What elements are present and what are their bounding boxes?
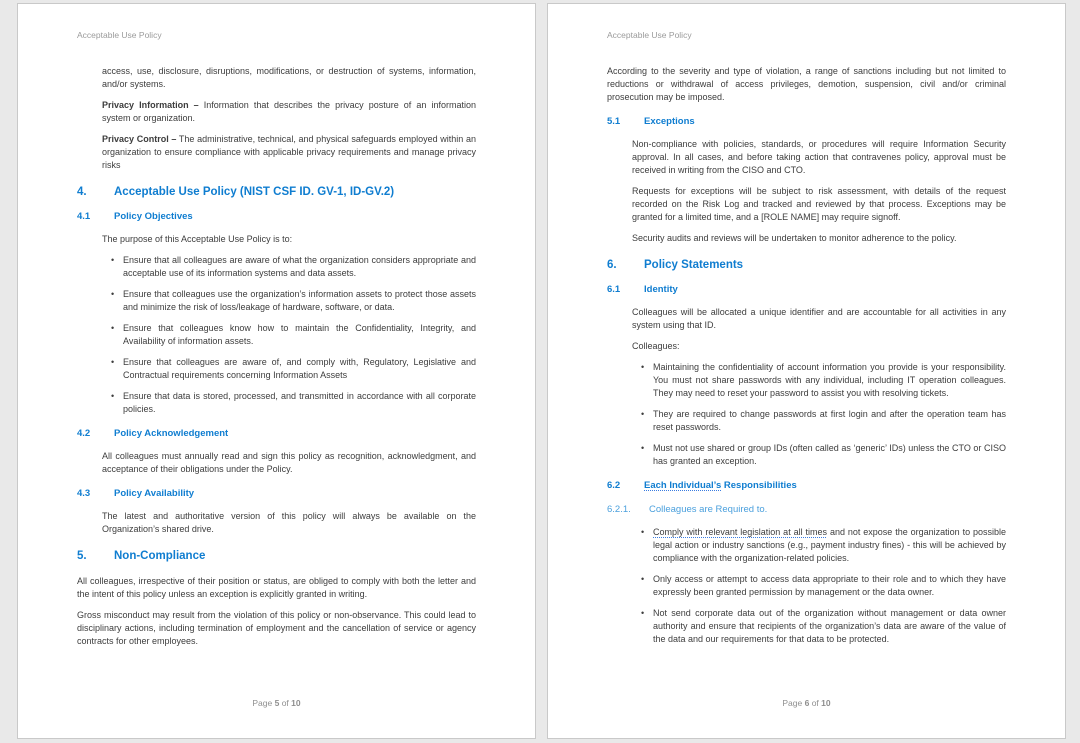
paragraph-intro-continuation: access, use, disclosure, disruptions, modifications, or destruction of systems, information, and/or systems.	[102, 66, 476, 89]
heading-text: Policy Acknowledgement	[114, 428, 229, 439]
paragraph-identity-2: Colleagues:	[632, 341, 680, 351]
bullet-text	[653, 526, 1006, 565]
bullet-item	[102, 322, 476, 348]
bullet-text	[653, 607, 1006, 646]
paragraph-exceptions-1: Non-compliance with policies, standards, or procedures will require Information Security approval. In all cases, and before taking action that contravenes policy, approval must be received in writing from the CISO and CTO.	[632, 139, 1006, 175]
subsection-heading-4-1	[77, 211, 476, 223]
bullet-item	[632, 408, 1006, 434]
definition-text: The administrative, technical, and physical safeguards employed within an organization to ensure compliance with applicable privacy requirements and manage privacy risks	[102, 134, 476, 170]
footer-label: Page	[252, 698, 273, 708]
document-page-5[interactable]	[17, 3, 536, 739]
bullet-text: Ensure that colleagues use the organization’s information assets to protect those assets and minimize the risk of loss/leakage of hardware, software, or data.	[123, 289, 476, 312]
footer-of: of	[281, 698, 289, 708]
footer-label: Page	[782, 698, 803, 708]
bullet-text	[653, 573, 1006, 599]
footer-page-total: 10	[291, 698, 301, 708]
heading-text: Non-Compliance	[114, 550, 206, 562]
subsection-heading-4-3	[77, 488, 476, 500]
bullet-text: Maintaining the confidentiality of account information you provide is your responsibility. You must not share passwords with any individual, including IT operation colleagues. They may need to reset your password to assist you with resolving tickets.	[653, 362, 1006, 398]
proofing-marked-text: Comply with relevant legislation at all times	[653, 527, 828, 537]
page-header: Acceptable Use Policy	[607, 30, 692, 40]
page-footer	[18, 698, 535, 708]
definition-term: Privacy Information –	[102, 100, 199, 110]
bullet-item	[632, 607, 1006, 646]
heading-number: 6.2	[607, 480, 621, 491]
bullet-marker-icon: •	[641, 409, 645, 419]
footer-page-number: 6	[804, 698, 810, 708]
bullet-marker-icon: •	[641, 443, 645, 453]
bullet-marker-icon: •	[111, 255, 115, 265]
definition-term: Privacy Control –	[102, 134, 177, 144]
document-page-6[interactable]	[547, 3, 1066, 739]
heading-text: Colleagues are Required to.	[649, 504, 768, 515]
proofing-marked-text: Each Individual’s	[644, 480, 722, 491]
bullet-text: Ensure that colleagues know how to maintain the Confidentiality, Integrity, and Availability of information assets.	[123, 323, 476, 346]
heading-number: 6.2.1.	[607, 504, 631, 515]
paragraph-availability: The latest and authoritative version of this policy will always be available on the Organization’s shared drive.	[102, 511, 476, 534]
bullet-text: Ensure that all colleagues are aware of what the organization considers appropriate and acceptable use of its information systems and data assets.	[123, 255, 476, 278]
bullet-text-rest: and not expose the organization to possible legal action or industry sanctions (e.g., payment industry fines) - this will be achieved by compliance with the organization-related policies.	[653, 527, 1007, 563]
bullet-item	[102, 254, 476, 280]
paragraph-noncompliance-2: Gross misconduct may result from the violation of this policy or non-observance. This could lead to disciplinary actions, including termination of employment and the cancellation of service or agency contracts for other employees.	[77, 610, 476, 646]
bullet-marker-icon: •	[641, 527, 645, 537]
heading-number: 4.1	[77, 211, 91, 222]
paragraph-exceptions-2: Requests for exceptions will be subject to risk assessment, with details of the request recorded on the Risk Log and tracked and reviewed by that process. Exceptions may be granted for a limited time, and a [ROLE NAME] may require signoff.	[632, 186, 1006, 222]
subsection-heading-6-2-1	[607, 504, 1006, 516]
heading-text	[644, 480, 797, 492]
subsection-heading-4-2	[77, 428, 476, 440]
heading-number: 4.2	[77, 428, 91, 439]
bullet-item	[632, 573, 1006, 599]
heading-number: 4.3	[77, 488, 91, 499]
section-heading-6	[607, 259, 1006, 272]
bullet-text-rest: Not send corporate data out of the organization without management or data owner authority and ensure that recipients of the organization’s data are aware of the value of the data and our requirements for that data to be protected.	[653, 608, 1006, 644]
bullet-marker-icon: •	[641, 608, 645, 618]
bullet-item	[102, 356, 476, 382]
heading-number: 4.	[77, 186, 87, 198]
bullet-text-rest: Only access or attempt to access data appropriate to their role and to which they have expressly been granted permission by management or the data owner.	[653, 574, 1006, 597]
heading-text: Exceptions	[644, 116, 695, 127]
heading-number: 5.1	[607, 116, 621, 127]
subsection-heading-6-1	[607, 284, 1006, 296]
heading-number: 6.1	[607, 284, 621, 295]
heading-text: Policy Statements	[644, 259, 744, 271]
definition-text: Information that describes the privacy posture of an information system or organization.	[102, 100, 476, 123]
heading-number: 6.	[607, 259, 617, 271]
bullet-item	[102, 390, 476, 416]
paragraph-purpose: The purpose of this Acceptable Use Policy is to:	[102, 234, 293, 244]
bullet-marker-icon: •	[111, 289, 115, 299]
page-footer	[548, 698, 1065, 708]
bullet-item	[102, 288, 476, 314]
section-heading-5	[77, 550, 476, 563]
bullet-marker-icon: •	[111, 357, 115, 367]
paragraph-sanctions: According to the severity and type of violation, a range of sanctions including but not limited to reductions or withdrawal of access privileges, demotion, suspension, civil and/or criminal prosecution may be imposed.	[607, 66, 1006, 102]
bullet-marker-icon: •	[641, 362, 645, 372]
heading-text: Acceptable Use Policy (NIST CSF ID. GV-1, ID-GV.2)	[114, 186, 395, 198]
bullet-text: Must not use shared or group IDs (often called as ‘generic’ IDs) unless the CTO or CISO has granted an exception.	[653, 443, 1006, 466]
footer-of: of	[811, 698, 819, 708]
definition-privacy-information	[102, 99, 476, 125]
bullet-text: They are required to change passwords at first login and after the operation team has reset passwords.	[653, 409, 1006, 432]
paragraph-acknowledgement: All colleagues must annually read and sign this policy as recognition, acknowledgment, and acceptance of their obligations under the Policy.	[102, 451, 476, 474]
bullet-marker-icon: •	[111, 323, 115, 333]
subsection-heading-6-2	[607, 480, 1006, 492]
subsection-heading-5-1	[607, 116, 1006, 128]
bullet-text: Ensure that colleagues are aware of, and comply with, Regulatory, Legislative and Contractual requirements concerning Information Assets	[123, 357, 476, 380]
heading-text: Policy Objectives	[114, 211, 193, 222]
paragraph-noncompliance-1: All colleagues, irrespective of their position or status, are obliged to comply with both the letter and the intent of this policy unless an exception is explicitly granted in writing.	[77, 576, 476, 599]
section-heading-4	[77, 186, 476, 199]
bullet-text: Ensure that data is stored, processed, and transmitted in accordance with all corporate policies.	[123, 391, 476, 414]
bullet-item	[632, 361, 1006, 400]
heading-text-rest: Responsibilities	[721, 480, 797, 491]
heading-text: Identity	[644, 284, 678, 295]
heading-number: 5.	[77, 550, 87, 562]
bullet-item	[632, 526, 1006, 565]
footer-page-total: 10	[821, 698, 831, 708]
heading-text: Policy Availability	[114, 488, 195, 499]
bullet-item	[632, 442, 1006, 468]
bullet-marker-icon: •	[111, 391, 115, 401]
definition-privacy-control	[102, 133, 476, 172]
footer-page-number: 5	[274, 698, 280, 708]
paragraph-identity-1: Colleagues will be allocated a unique identifier and are accountable for all activities in any system using that ID.	[632, 307, 1006, 330]
page-header: Acceptable Use Policy	[77, 30, 162, 40]
paragraph-exceptions-3: Security audits and reviews will be undertaken to monitor adherence to the policy.	[632, 233, 957, 243]
bullet-marker-icon: •	[641, 574, 645, 584]
